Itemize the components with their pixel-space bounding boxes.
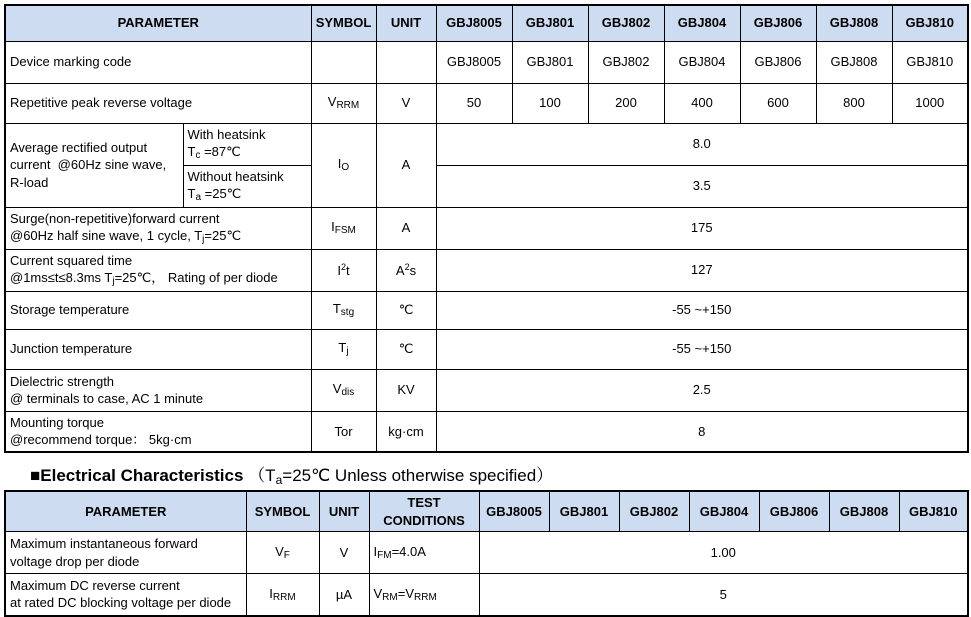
symbol-cell: $V_{RRM}$: [311, 83, 376, 123]
col-header-part-gbj804: GBJ804: [664, 5, 740, 41]
param-cell: Repetitive peak reverse voltage: [5, 83, 311, 123]
unit-cell: ℃: [376, 291, 436, 329]
symbol-cell: $I^2t$: [311, 249, 376, 291]
col-header-part-gbj806: GBJ806: [740, 5, 816, 41]
col-header-part-gbj808: GBJ808: [829, 491, 899, 532]
col-header-parameter: PARAMETER: [5, 5, 311, 41]
col-header-part-gbj806: GBJ806: [759, 491, 829, 532]
io-value-without-heatsink: 3.5: [436, 165, 968, 207]
param-cell: Maximum DC reverse current at rated DC blocking voltage per diode: [5, 574, 246, 616]
param-cell: Storage temperature: [5, 291, 311, 329]
row-forward-voltage-drop: [5, 532, 968, 574]
tstg-value: -55 ~+150: [436, 291, 968, 329]
symbol-cell: Tor: [311, 411, 376, 452]
vf-value: 1.00: [479, 532, 968, 574]
param-cell: Device marking code: [5, 41, 311, 83]
unit-cell: KV: [376, 369, 436, 411]
marking-value: GBJ801: [512, 41, 588, 83]
heading-title: ■Electrical Characteristics: [30, 466, 244, 485]
marking-value: GBJ810: [892, 41, 968, 83]
col-header-part-gbj801: GBJ801: [549, 491, 619, 532]
ec-header-row: [5, 491, 968, 532]
unit-cell: V: [319, 532, 369, 574]
unit-cell: µA: [319, 574, 369, 616]
symbol-cell: $I_{RRM}$: [246, 574, 319, 616]
col-header-part-gbj802: GBJ802: [619, 491, 689, 532]
param-cell: Mounting torque @recommend torque： 5kg·cm: [5, 411, 311, 452]
col-header-part-gbj802: GBJ802: [588, 5, 664, 41]
heading-conditions: （$T_a=25℃$ Unless otherwise specified）: [248, 466, 554, 487]
row-junction-temperature: [5, 329, 968, 369]
i2t-value: 127: [436, 249, 968, 291]
col-header-parameter: PARAMETER: [5, 491, 246, 532]
param-cell: Junction temperature: [5, 329, 311, 369]
vrrm-value: 100: [512, 83, 588, 123]
param-cell: Current squared time @1ms≤t≤8.3ms $T_j=25℃$， Rating of per diode: [5, 249, 311, 291]
col-header-part-gbj801: GBJ801: [512, 5, 588, 41]
unit-cell: $A^2s$: [376, 249, 436, 291]
unit-cell: kg·cm: [376, 411, 436, 452]
col-header-test-conditions: TEST CONDITIONS: [369, 491, 479, 532]
tj-value: -55 ~+150: [436, 329, 968, 369]
unit-cell: ℃: [376, 329, 436, 369]
electrical-characteristics-heading: [30, 461, 553, 487]
row-storage-temperature: [5, 291, 968, 329]
row-mounting-torque: [5, 411, 968, 452]
marking-value: GBJ804: [664, 41, 740, 83]
col-header-part-gbj810: GBJ810: [899, 491, 968, 532]
unit-cell: A: [376, 207, 436, 249]
marking-value: GBJ806: [740, 41, 816, 83]
vrrm-value: 50: [436, 83, 512, 123]
symbol-cell: $I_O$: [311, 123, 376, 207]
unit-cell: A: [376, 123, 436, 207]
io-value-with-heatsink: 8.0: [436, 123, 968, 165]
tor-value: 8: [436, 411, 968, 452]
param-cell: Maximum instantaneous forward voltage drop per diode: [5, 532, 246, 574]
vdis-value: 2.5: [436, 369, 968, 411]
vrrm-value: 200: [588, 83, 664, 123]
symbol-cell: $T_j$: [311, 329, 376, 369]
ratings-header-row: [5, 5, 968, 41]
row-surge-forward-current: [5, 207, 968, 249]
row-io-with-heatsink: [5, 123, 968, 165]
param-cell: Surge(non-repetitive)forward current @60Hz half sine wave, 1 cycle, $T_j=25℃$: [5, 207, 311, 249]
marking-value: GBJ808: [816, 41, 892, 83]
symbol-cell: $V_F$: [246, 532, 319, 574]
unit-cell: V: [376, 83, 436, 123]
col-header-part-gbj808: GBJ808: [816, 5, 892, 41]
col-header-symbol: SYMBOL: [311, 5, 376, 41]
test-conditions-cell: $V_{RM}=V_{RRM}$: [369, 574, 479, 616]
vrrm-value: 600: [740, 83, 816, 123]
test-conditions-cell: $I_{FM}=4.0A$: [369, 532, 479, 574]
irrm-value: 5: [479, 574, 968, 616]
col-header-part-gbj8005: GBJ8005: [436, 5, 512, 41]
param-cell: Dielectric strength @ terminals to case, AC 1 minute: [5, 369, 311, 411]
row-dielectric-strength: [5, 369, 968, 411]
col-header-part-gbj810: GBJ810: [892, 5, 968, 41]
electrical-characteristics-table: [4, 490, 969, 617]
row-device-marking-code: [5, 41, 968, 83]
unit-cell-empty: [376, 41, 436, 83]
row-repetitive-peak-reverse-voltage: [5, 83, 968, 123]
symbol-cell: $T_{stg}$: [311, 291, 376, 329]
maximum-ratings-table: [4, 4, 969, 453]
ifsm-value: 175: [436, 207, 968, 249]
vrrm-value: 1000: [892, 83, 968, 123]
param-subcell-without-heatsink: Without heatsink $T_a$ =25℃: [183, 165, 311, 207]
marking-value: GBJ8005: [436, 41, 512, 83]
marking-value: GBJ802: [588, 41, 664, 83]
col-header-symbol: SYMBOL: [246, 491, 319, 532]
row-current-squared-time: [5, 249, 968, 291]
col-header-part-gbj8005: GBJ8005: [479, 491, 549, 532]
symbol-cell-empty: [311, 41, 376, 83]
symbol-cell: $I_{FSM}$: [311, 207, 376, 249]
row-dc-reverse-current: [5, 574, 968, 616]
col-header-unit: UNIT: [319, 491, 369, 532]
param-subcell-with-heatsink: With heatsink $T_c$ =87℃: [183, 123, 311, 165]
symbol-cell: $V_{dis}$: [311, 369, 376, 411]
vrrm-value: 800: [816, 83, 892, 123]
vrrm-value: 400: [664, 83, 740, 123]
col-header-unit: UNIT: [376, 5, 436, 41]
col-header-part-gbj804: GBJ804: [689, 491, 759, 532]
param-cell-average-rectified-current: Average rectified output current @60Hz sine wave, R-load: [5, 123, 183, 207]
